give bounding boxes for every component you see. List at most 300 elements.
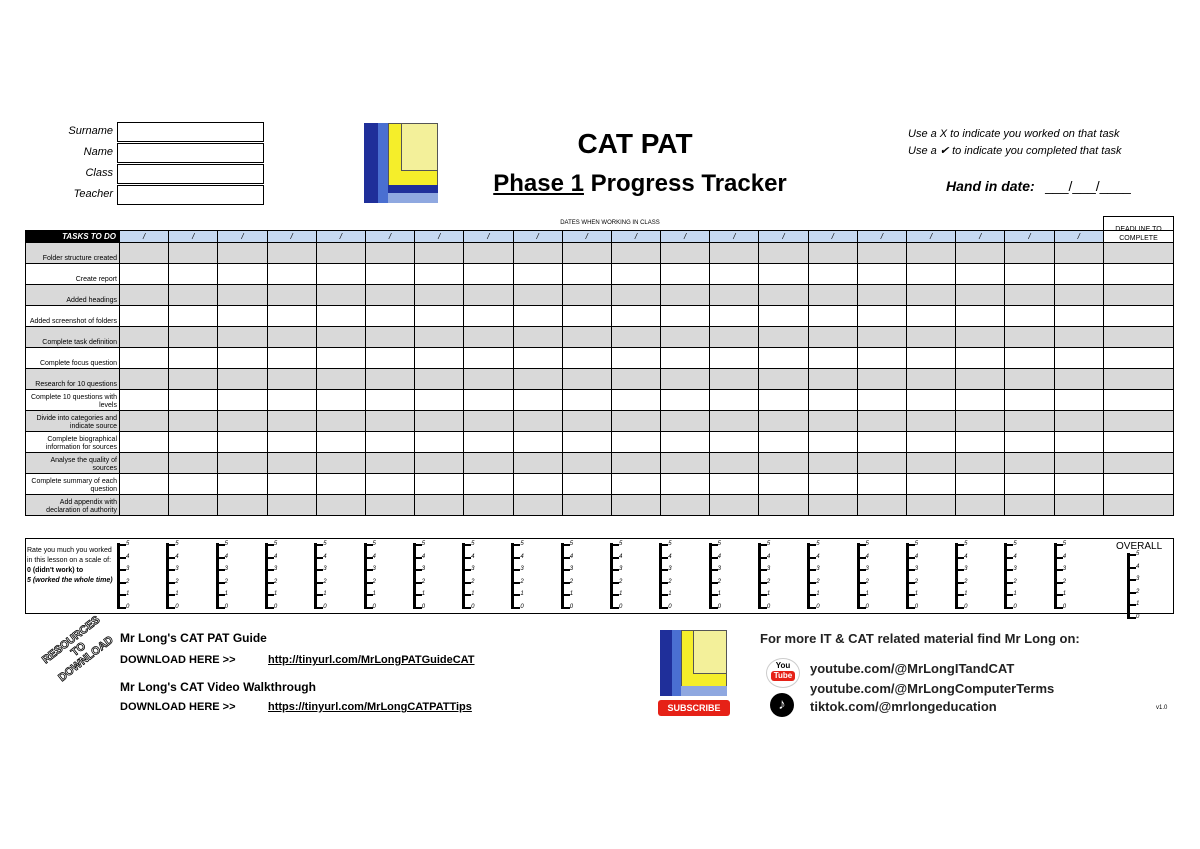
- progress-cell[interactable]: [169, 495, 218, 516]
- progress-cell[interactable]: [365, 495, 414, 516]
- progress-cell[interactable]: [857, 264, 906, 285]
- progress-cell[interactable]: [710, 243, 759, 264]
- progress-cell[interactable]: [1054, 327, 1103, 348]
- progress-cell[interactable]: [513, 243, 562, 264]
- date-cell[interactable]: /: [611, 231, 660, 243]
- progress-cell[interactable]: [759, 243, 808, 264]
- progress-cell[interactable]: [267, 327, 316, 348]
- progress-cell[interactable]: [464, 390, 513, 411]
- progress-cell[interactable]: [169, 264, 218, 285]
- progress-cell[interactable]: [956, 327, 1005, 348]
- progress-cell[interactable]: [316, 432, 365, 453]
- progress-cell[interactable]: [415, 348, 464, 369]
- progress-cell[interactable]: [1005, 306, 1054, 327]
- progress-cell[interactable]: [857, 243, 906, 264]
- overall-rating-scale[interactable]: [1127, 553, 1151, 621]
- progress-cell[interactable]: [759, 432, 808, 453]
- progress-cell[interactable]: [120, 243, 169, 264]
- progress-cell[interactable]: [808, 243, 857, 264]
- progress-cell[interactable]: [611, 243, 660, 264]
- progress-cell[interactable]: [316, 453, 365, 474]
- progress-cell[interactable]: [120, 369, 169, 390]
- progress-cell[interactable]: [956, 432, 1005, 453]
- progress-cell[interactable]: [808, 390, 857, 411]
- progress-cell[interactable]: [808, 411, 857, 432]
- progress-cell[interactable]: [562, 432, 611, 453]
- date-cell[interactable]: /: [120, 231, 169, 243]
- progress-cell[interactable]: [415, 264, 464, 285]
- date-cell[interactable]: /: [661, 231, 710, 243]
- progress-cell[interactable]: [169, 369, 218, 390]
- deadline-cell[interactable]: [1104, 390, 1174, 411]
- deadline-cell[interactable]: [1104, 495, 1174, 516]
- tiktok-link[interactable]: tiktok.com/@mrlongeducation: [810, 699, 997, 714]
- progress-cell[interactable]: [365, 453, 414, 474]
- progress-cell[interactable]: [120, 264, 169, 285]
- progress-cell[interactable]: [1054, 348, 1103, 369]
- progress-cell[interactable]: [267, 306, 316, 327]
- progress-cell[interactable]: [611, 285, 660, 306]
- progress-cell[interactable]: [120, 453, 169, 474]
- progress-cell[interactable]: [169, 411, 218, 432]
- progress-cell[interactable]: [710, 474, 759, 495]
- progress-cell[interactable]: [907, 432, 956, 453]
- youtube-link-1[interactable]: youtube.com/@MrLongITandCAT: [810, 661, 1015, 676]
- progress-cell[interactable]: [857, 327, 906, 348]
- progress-cell[interactable]: [710, 495, 759, 516]
- progress-cell[interactable]: [907, 285, 956, 306]
- progress-cell[interactable]: [710, 453, 759, 474]
- progress-cell[interactable]: [956, 453, 1005, 474]
- progress-cell[interactable]: [120, 306, 169, 327]
- progress-cell[interactable]: [956, 285, 1005, 306]
- progress-cell[interactable]: [316, 474, 365, 495]
- progress-cell[interactable]: [464, 306, 513, 327]
- progress-cell[interactable]: [415, 411, 464, 432]
- progress-cell[interactable]: [267, 285, 316, 306]
- progress-cell[interactable]: [1054, 369, 1103, 390]
- progress-cell[interactable]: [661, 243, 710, 264]
- deadline-cell[interactable]: [1104, 348, 1174, 369]
- progress-cell[interactable]: [513, 411, 562, 432]
- progress-cell[interactable]: [611, 327, 660, 348]
- progress-cell[interactable]: [661, 474, 710, 495]
- progress-cell[interactable]: [169, 453, 218, 474]
- progress-cell[interactable]: [661, 390, 710, 411]
- progress-cell[interactable]: [611, 306, 660, 327]
- date-cell[interactable]: /: [169, 231, 218, 243]
- progress-cell[interactable]: [907, 453, 956, 474]
- lesson-rating-scale[interactable]: [117, 543, 141, 611]
- progress-cell[interactable]: [464, 243, 513, 264]
- progress-cell[interactable]: [415, 390, 464, 411]
- video-link[interactable]: https://tinyurl.com/MrLongCATPATTips: [268, 701, 472, 713]
- progress-cell[interactable]: [513, 285, 562, 306]
- progress-cell[interactable]: [759, 285, 808, 306]
- lesson-rating-scale[interactable]: [511, 543, 535, 611]
- progress-cell[interactable]: [907, 390, 956, 411]
- progress-cell[interactable]: [218, 369, 267, 390]
- progress-cell[interactable]: [365, 474, 414, 495]
- progress-cell[interactable]: [1005, 453, 1054, 474]
- progress-cell[interactable]: [218, 348, 267, 369]
- progress-cell[interactable]: [218, 411, 267, 432]
- progress-cell[interactable]: [857, 348, 906, 369]
- progress-cell[interactable]: [1054, 453, 1103, 474]
- lesson-rating-scale[interactable]: [1004, 543, 1028, 611]
- progress-cell[interactable]: [316, 327, 365, 348]
- progress-cell[interactable]: [907, 369, 956, 390]
- progress-cell[interactable]: [415, 306, 464, 327]
- progress-cell[interactable]: [365, 264, 414, 285]
- progress-cell[interactable]: [120, 327, 169, 348]
- progress-cell[interactable]: [267, 264, 316, 285]
- progress-cell[interactable]: [759, 306, 808, 327]
- progress-cell[interactable]: [1005, 390, 1054, 411]
- progress-cell[interactable]: [513, 390, 562, 411]
- progress-cell[interactable]: [1005, 285, 1054, 306]
- progress-cell[interactable]: [710, 432, 759, 453]
- progress-cell[interactable]: [759, 495, 808, 516]
- progress-cell[interactable]: [1005, 327, 1054, 348]
- progress-cell[interactable]: [1054, 390, 1103, 411]
- progress-cell[interactable]: [611, 348, 660, 369]
- progress-cell[interactable]: [907, 327, 956, 348]
- progress-cell[interactable]: [267, 453, 316, 474]
- progress-cell[interactable]: [1054, 264, 1103, 285]
- progress-cell[interactable]: [415, 369, 464, 390]
- progress-cell[interactable]: [1054, 411, 1103, 432]
- deadline-cell[interactable]: [1104, 264, 1174, 285]
- date-cell[interactable]: /: [267, 231, 316, 243]
- lesson-rating-scale[interactable]: [610, 543, 634, 611]
- progress-cell[interactable]: [956, 369, 1005, 390]
- subscribe-logo[interactable]: [660, 630, 728, 700]
- progress-cell[interactable]: [808, 495, 857, 516]
- progress-cell[interactable]: [956, 495, 1005, 516]
- progress-cell[interactable]: [169, 327, 218, 348]
- lesson-rating-scale[interactable]: [413, 543, 437, 611]
- progress-cell[interactable]: [661, 327, 710, 348]
- progress-cell[interactable]: [218, 243, 267, 264]
- progress-cell[interactable]: [857, 285, 906, 306]
- progress-cell[interactable]: [1054, 243, 1103, 264]
- progress-cell[interactable]: [464, 264, 513, 285]
- progress-cell[interactable]: [710, 306, 759, 327]
- date-cell[interactable]: /: [562, 231, 611, 243]
- progress-cell[interactable]: [907, 264, 956, 285]
- date-cell[interactable]: /: [1005, 231, 1054, 243]
- lesson-rating-scale[interactable]: [857, 543, 881, 611]
- guide-link[interactable]: http://tinyurl.com/MrLongPATGuideCAT: [268, 654, 475, 666]
- youtube-link-2[interactable]: youtube.com/@MrLongComputerTerms: [810, 681, 1055, 696]
- lesson-rating-scale[interactable]: [906, 543, 930, 611]
- progress-cell[interactable]: [710, 264, 759, 285]
- progress-cell[interactable]: [1005, 369, 1054, 390]
- progress-cell[interactable]: [857, 390, 906, 411]
- progress-cell[interactable]: [1005, 432, 1054, 453]
- progress-cell[interactable]: [808, 264, 857, 285]
- progress-cell[interactable]: [218, 327, 267, 348]
- progress-cell[interactable]: [808, 285, 857, 306]
- lesson-rating-scale[interactable]: [364, 543, 388, 611]
- deadline-cell[interactable]: [1104, 369, 1174, 390]
- progress-cell[interactable]: [513, 348, 562, 369]
- progress-cell[interactable]: [710, 348, 759, 369]
- field-input[interactable]: [117, 122, 264, 142]
- date-cell[interactable]: /: [857, 231, 906, 243]
- progress-cell[interactable]: [365, 327, 414, 348]
- progress-cell[interactable]: [120, 411, 169, 432]
- date-cell[interactable]: /: [759, 231, 808, 243]
- progress-cell[interactable]: [710, 285, 759, 306]
- progress-cell[interactable]: [857, 495, 906, 516]
- progress-cell[interactable]: [759, 348, 808, 369]
- progress-cell[interactable]: [120, 390, 169, 411]
- progress-cell[interactable]: [808, 474, 857, 495]
- progress-cell[interactable]: [513, 495, 562, 516]
- lesson-rating-scale[interactable]: [659, 543, 683, 611]
- progress-cell[interactable]: [464, 432, 513, 453]
- progress-cell[interactable]: [513, 369, 562, 390]
- progress-cell[interactable]: [316, 369, 365, 390]
- progress-cell[interactable]: [956, 264, 1005, 285]
- progress-cell[interactable]: [365, 285, 414, 306]
- progress-cell[interactable]: [267, 411, 316, 432]
- progress-cell[interactable]: [267, 390, 316, 411]
- lesson-rating-scale[interactable]: [216, 543, 240, 611]
- deadline-cell[interactable]: [1104, 411, 1174, 432]
- progress-cell[interactable]: [759, 327, 808, 348]
- progress-cell[interactable]: [169, 390, 218, 411]
- deadline-cell[interactable]: [1104, 432, 1174, 453]
- progress-cell[interactable]: [365, 432, 414, 453]
- progress-cell[interactable]: [907, 348, 956, 369]
- progress-cell[interactable]: [562, 411, 611, 432]
- progress-cell[interactable]: [464, 369, 513, 390]
- progress-cell[interactable]: [415, 243, 464, 264]
- progress-cell[interactable]: [513, 453, 562, 474]
- progress-cell[interactable]: [661, 411, 710, 432]
- hand-in-blank[interactable]: ___/___/____: [1045, 178, 1131, 194]
- progress-cell[interactable]: [611, 390, 660, 411]
- progress-cell[interactable]: [316, 411, 365, 432]
- progress-cell[interactable]: [218, 264, 267, 285]
- progress-cell[interactable]: [267, 369, 316, 390]
- progress-cell[interactable]: [169, 306, 218, 327]
- progress-cell[interactable]: [759, 390, 808, 411]
- progress-cell[interactable]: [464, 453, 513, 474]
- progress-cell[interactable]: [316, 243, 365, 264]
- progress-cell[interactable]: [464, 348, 513, 369]
- progress-cell[interactable]: [956, 243, 1005, 264]
- progress-cell[interactable]: [218, 453, 267, 474]
- progress-cell[interactable]: [1005, 495, 1054, 516]
- lesson-rating-scale[interactable]: [955, 543, 979, 611]
- progress-cell[interactable]: [365, 390, 414, 411]
- progress-cell[interactable]: [365, 306, 414, 327]
- date-cell[interactable]: /: [415, 231, 464, 243]
- progress-cell[interactable]: [169, 285, 218, 306]
- date-cell[interactable]: /: [956, 231, 1005, 243]
- deadline-cell[interactable]: [1104, 453, 1174, 474]
- progress-cell[interactable]: [907, 306, 956, 327]
- lesson-rating-scale[interactable]: [166, 543, 190, 611]
- progress-cell[interactable]: [562, 369, 611, 390]
- lesson-rating-scale[interactable]: [1054, 543, 1078, 611]
- progress-cell[interactable]: [415, 432, 464, 453]
- lesson-rating-scale[interactable]: [709, 543, 733, 611]
- progress-cell[interactable]: [1054, 495, 1103, 516]
- progress-cell[interactable]: [710, 411, 759, 432]
- progress-cell[interactable]: [415, 495, 464, 516]
- progress-cell[interactable]: [956, 390, 1005, 411]
- progress-cell[interactable]: [808, 348, 857, 369]
- progress-cell[interactable]: [365, 243, 414, 264]
- progress-cell[interactable]: [1054, 285, 1103, 306]
- lesson-rating-scale[interactable]: [807, 543, 831, 611]
- progress-cell[interactable]: [857, 432, 906, 453]
- progress-cell[interactable]: [267, 432, 316, 453]
- progress-cell[interactable]: [1054, 474, 1103, 495]
- progress-cell[interactable]: [759, 411, 808, 432]
- progress-cell[interactable]: [415, 453, 464, 474]
- lesson-rating-scale[interactable]: [462, 543, 486, 611]
- lesson-rating-scale[interactable]: [561, 543, 585, 611]
- progress-cell[interactable]: [415, 474, 464, 495]
- progress-cell[interactable]: [710, 327, 759, 348]
- progress-cell[interactable]: [218, 306, 267, 327]
- deadline-cell[interactable]: [1104, 327, 1174, 348]
- progress-cell[interactable]: [267, 474, 316, 495]
- progress-cell[interactable]: [661, 285, 710, 306]
- progress-cell[interactable]: [120, 285, 169, 306]
- progress-cell[interactable]: [857, 411, 906, 432]
- progress-cell[interactable]: [857, 306, 906, 327]
- progress-cell[interactable]: [562, 285, 611, 306]
- progress-cell[interactable]: [464, 474, 513, 495]
- progress-cell[interactable]: [857, 369, 906, 390]
- progress-cell[interactable]: [120, 474, 169, 495]
- date-cell[interactable]: /: [907, 231, 956, 243]
- progress-cell[interactable]: [218, 495, 267, 516]
- deadline-cell[interactable]: [1104, 243, 1174, 264]
- progress-cell[interactable]: [562, 474, 611, 495]
- progress-cell[interactable]: [316, 495, 365, 516]
- progress-cell[interactable]: [562, 327, 611, 348]
- progress-cell[interactable]: [661, 264, 710, 285]
- progress-cell[interactable]: [1005, 411, 1054, 432]
- date-cell[interactable]: /: [808, 231, 857, 243]
- progress-cell[interactable]: [562, 348, 611, 369]
- progress-cell[interactable]: [808, 432, 857, 453]
- progress-cell[interactable]: [1054, 432, 1103, 453]
- date-cell[interactable]: /: [1054, 231, 1103, 243]
- progress-cell[interactable]: [316, 306, 365, 327]
- progress-cell[interactable]: [956, 306, 1005, 327]
- progress-cell[interactable]: [907, 495, 956, 516]
- date-cell[interactable]: /: [218, 231, 267, 243]
- progress-cell[interactable]: [562, 264, 611, 285]
- progress-cell[interactable]: [316, 348, 365, 369]
- progress-cell[interactable]: [120, 348, 169, 369]
- progress-cell[interactable]: [562, 243, 611, 264]
- progress-cell[interactable]: [218, 285, 267, 306]
- progress-cell[interactable]: [808, 306, 857, 327]
- progress-cell[interactable]: [218, 432, 267, 453]
- date-cell[interactable]: /: [513, 231, 562, 243]
- progress-cell[interactable]: [661, 432, 710, 453]
- progress-cell[interactable]: [415, 285, 464, 306]
- date-cell[interactable]: /: [316, 231, 365, 243]
- progress-cell[interactable]: [956, 474, 1005, 495]
- progress-cell[interactable]: [513, 432, 562, 453]
- progress-cell[interactable]: [169, 243, 218, 264]
- progress-cell[interactable]: [611, 474, 660, 495]
- progress-cell[interactable]: [218, 390, 267, 411]
- progress-cell[interactable]: [808, 453, 857, 474]
- progress-cell[interactable]: [611, 495, 660, 516]
- progress-cell[interactable]: [759, 453, 808, 474]
- lesson-rating-scale[interactable]: [314, 543, 338, 611]
- progress-cell[interactable]: [907, 411, 956, 432]
- progress-cell[interactable]: [218, 474, 267, 495]
- progress-cell[interactable]: [513, 327, 562, 348]
- date-cell[interactable]: /: [464, 231, 513, 243]
- progress-cell[interactable]: [316, 390, 365, 411]
- progress-cell[interactable]: [956, 411, 1005, 432]
- progress-cell[interactable]: [907, 243, 956, 264]
- progress-cell[interactable]: [611, 369, 660, 390]
- progress-cell[interactable]: [710, 390, 759, 411]
- progress-cell[interactable]: [611, 453, 660, 474]
- progress-cell[interactable]: [1005, 474, 1054, 495]
- progress-cell[interactable]: [857, 474, 906, 495]
- progress-cell[interactable]: [759, 369, 808, 390]
- progress-cell[interactable]: [365, 411, 414, 432]
- progress-cell[interactable]: [562, 495, 611, 516]
- progress-cell[interactable]: [611, 411, 660, 432]
- progress-cell[interactable]: [808, 369, 857, 390]
- progress-cell[interactable]: [169, 474, 218, 495]
- date-cell[interactable]: /: [710, 231, 759, 243]
- lesson-rating-scale[interactable]: [758, 543, 782, 611]
- progress-cell[interactable]: [513, 306, 562, 327]
- progress-cell[interactable]: [513, 474, 562, 495]
- progress-cell[interactable]: [661, 348, 710, 369]
- progress-cell[interactable]: [1005, 348, 1054, 369]
- progress-cell[interactable]: [464, 327, 513, 348]
- progress-cell[interactable]: [1005, 243, 1054, 264]
- progress-cell[interactable]: [759, 264, 808, 285]
- progress-cell[interactable]: [464, 285, 513, 306]
- progress-cell[interactable]: [661, 495, 710, 516]
- field-input[interactable]: [117, 164, 264, 184]
- progress-cell[interactable]: [562, 306, 611, 327]
- progress-cell[interactable]: [464, 411, 513, 432]
- progress-cell[interactable]: [562, 390, 611, 411]
- progress-cell[interactable]: [120, 432, 169, 453]
- progress-cell[interactable]: [611, 432, 660, 453]
- progress-cell[interactable]: [415, 327, 464, 348]
- progress-cell[interactable]: [365, 348, 414, 369]
- progress-cell[interactable]: [267, 243, 316, 264]
- progress-cell[interactable]: [759, 474, 808, 495]
- progress-cell[interactable]: [169, 432, 218, 453]
- progress-cell[interactable]: [267, 495, 316, 516]
- field-input[interactable]: [117, 185, 264, 205]
- progress-cell[interactable]: [169, 348, 218, 369]
